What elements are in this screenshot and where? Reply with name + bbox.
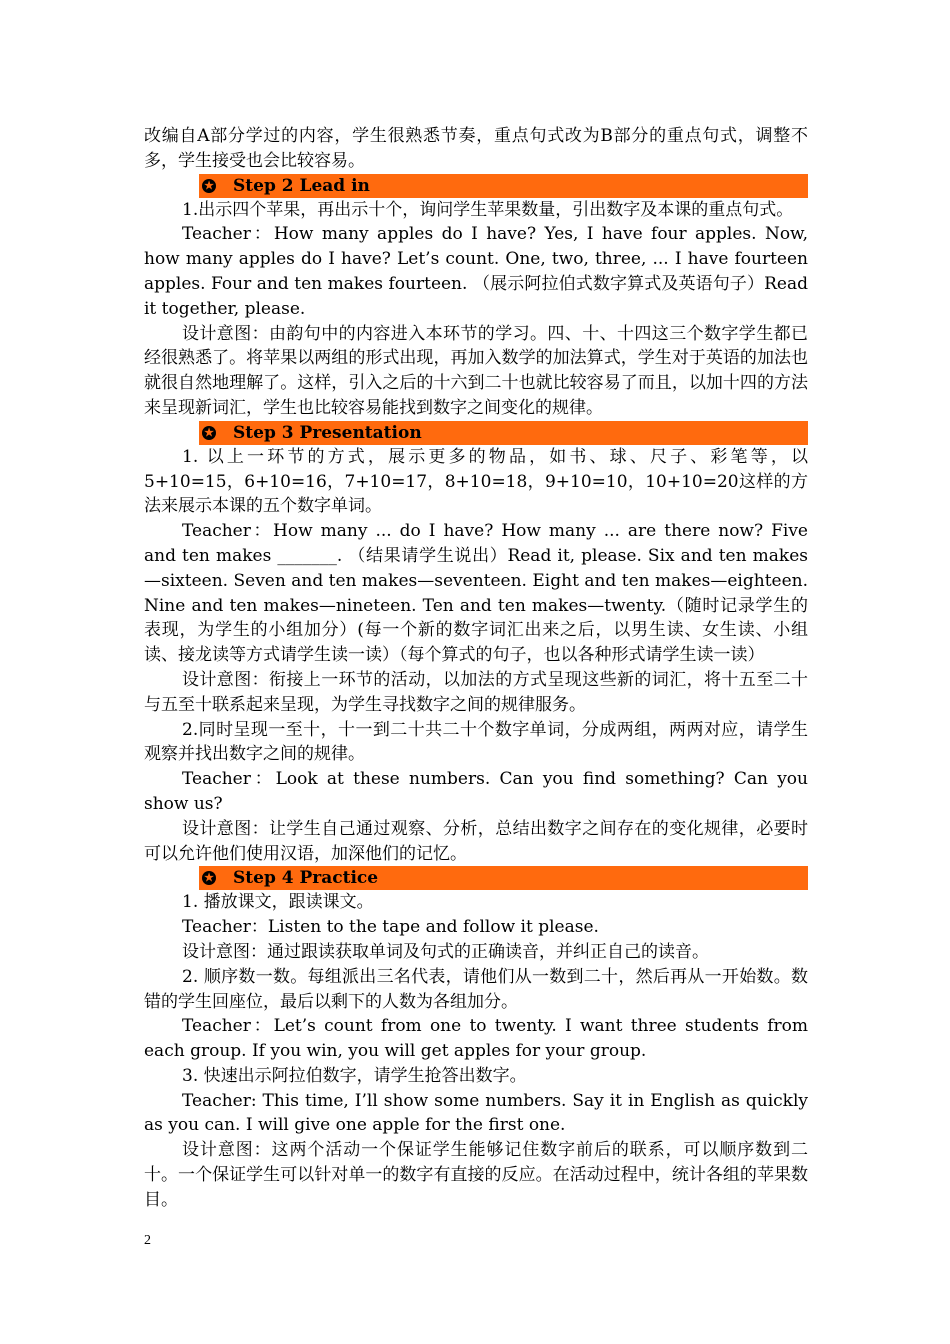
step-3-heading <box>199 421 808 445</box>
intro-paragraph: 改编自A部分学过的内容，学生很熟悉节奏，重点句式改为B部分的重点句式，调整不多，学生接受也会比较容易。 <box>144 126 808 171</box>
step-3-title: Step 3 Presentation <box>233 422 422 443</box>
star-bullet-icon: ★ <box>202 426 216 440</box>
paragraph: 1. 以上一环节的方式，展示更多的物品，如书、球、尺子、彩笔等，以5+10=15，6+10=16，7+10=17，8+10=18，9+10=10，10+10=20这样的方法来展示本课的五个数字单词。 <box>144 446 808 517</box>
paragraph: Teacher：Let’s count from one to twenty. I want three students from each group. If you win, you will get apples for your group. <box>144 1016 808 1062</box>
paragraph: 设计意图：由韵句中的内容进入本环节的学习。四、十、十四这三个数字学生都已经很熟悉了。将苹果以两组的形式出现，再加入数学的加法算式，学生对于英语的加法也就很自然地理解了。这样，引入之后的十六到二十也就比较容易了而且，以加十四的方法来呈现新词汇，学生也比较容易能找到数字之间变化的规律。 <box>144 323 808 418</box>
paragraph: Teacher：How many ... do I have? How many ... are there now? Five and ten makes _______. （结果请学生说出）Read it, please. Six and ten makes—sixteen. Seven and ten makes—seventeen. Eight and ten makes—eighteen. Nine and ten makes—nineteen. Ten and ten makes—twenty.（随时记录学生的表现，为学生的小组加分）(每一个新的数字词汇出来之后，以男生读、女生读、小组读、接龙读等方式请学生读一读）（每个算式的句子，也以各种形式请学生读一读） <box>144 521 808 666</box>
star-bullet-icon: ★ <box>202 871 216 885</box>
step-2-heading <box>199 174 808 198</box>
paragraph: Teacher: This time, I’ll show some numbers. Say it in English as quickly as you can. I will give one apple for the first one. <box>144 1090 808 1136</box>
paragraph: Teacher：How many apples do I have? Yes, I have four apples. Now, how many apples do I have? Let’s count. One, two, three, ... I have fourteen apples. Four and ten makes fourteen. （展示阿拉伯式数字算式及英语句子）Read it together, please. <box>144 224 808 319</box>
paragraph: 设计意图：通过跟读获取单词及句式的正确读音，并纠正自己的读音。 <box>182 941 709 962</box>
paragraph: 设计意图：衔接上一环节的活动，以加法的方式呈现这些新的词汇，将十五至二十与五至十联系起来呈现，为学生寻找数字之间的规律服务。 <box>144 669 808 715</box>
paragraph: 设计意图：这两个活动一个保证学生能够记住数字前后的联系，可以顺序数到二十。一个保证学生可以针对单一的数字有直接的反应。在活动过程中，统计各组的苹果数目。 <box>144 1140 808 1210</box>
star-bullet-icon: ★ <box>202 179 216 193</box>
step-2-title: Step 2 Lead in <box>233 175 370 196</box>
paragraph: 1.出示四个苹果，再出示十个，询问学生苹果数量，引出数字及本课的重点句式。 <box>182 199 794 220</box>
paragraph: Teacher：Listen to the tape and follow it please. <box>182 917 599 938</box>
paragraph: 2. 顺序数一数。每组派出三名代表，请他们从一数到二十，然后再从一开始数。数错的学生回座位，最后以剩下的人数为各组加分。 <box>144 966 808 1012</box>
step-4-title: Step 4 Practice <box>233 868 379 889</box>
paragraph: Teacher：Look at these numbers. Can you find something? Can you show us? <box>144 769 808 814</box>
paragraph: 2.同时呈现一至十，十一到二十共二十个数字单词，分成两组，两两对应，请学生观察并找出数字之间的规律。 <box>144 719 808 765</box>
paragraph: 3. 快速出示阿拉伯数字，请学生抢答出数字。 <box>182 1065 527 1086</box>
document-body <box>144 124 808 1213</box>
paragraph: 设计意图：让学生自己通过观察、分析，总结出数字之间存在的变化规律，必要时可以允许他们使用汉语，加深他们的记忆。 <box>144 818 808 864</box>
step-4-heading <box>199 866 808 890</box>
page-number: 2 <box>144 1233 151 1248</box>
paragraph: 1. 播放课文，跟读课文。 <box>182 892 374 913</box>
